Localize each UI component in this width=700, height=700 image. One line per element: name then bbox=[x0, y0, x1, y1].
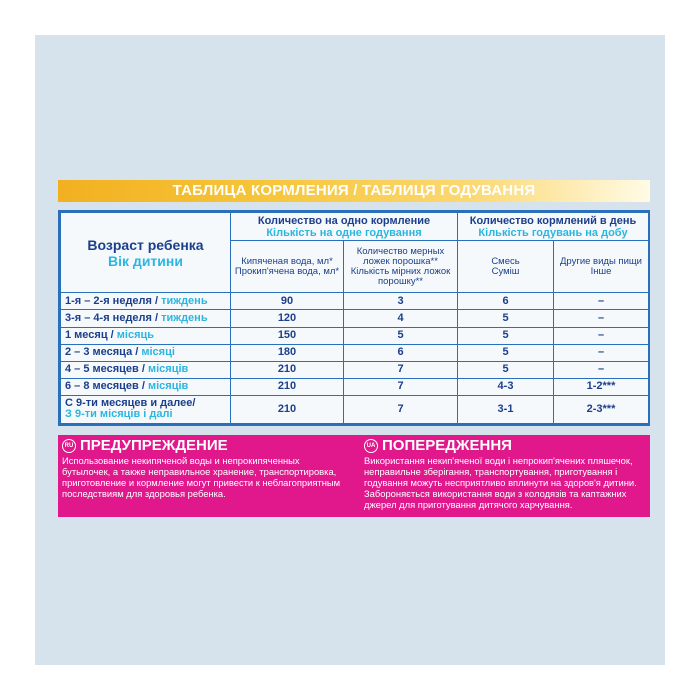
per-feed-header bbox=[231, 213, 458, 241]
other-cell: – bbox=[554, 310, 649, 327]
other-header bbox=[554, 241, 649, 293]
water-header bbox=[231, 241, 344, 293]
mix-cell: 4-3 bbox=[458, 378, 554, 395]
feeding-table bbox=[58, 210, 650, 426]
age-ua: місяців bbox=[147, 363, 189, 376]
warning-ru bbox=[62, 437, 344, 499]
age-ru: 1 месяц / bbox=[65, 329, 117, 342]
mix-cell: 5 bbox=[458, 310, 554, 327]
age-header bbox=[61, 213, 231, 293]
per-feed-header-ua: Кількість на одне годування bbox=[266, 226, 422, 239]
table-row bbox=[61, 344, 649, 361]
water-header-ua: Прокип'ячена вода, мл* bbox=[234, 265, 340, 277]
other-cell: – bbox=[554, 361, 649, 378]
table-row bbox=[61, 327, 649, 344]
ua-badge-icon: UA bbox=[364, 439, 378, 453]
table-row bbox=[61, 378, 649, 395]
table-body bbox=[61, 293, 649, 424]
warning-ua-heading bbox=[364, 437, 646, 455]
other-cell: 1-2*** bbox=[554, 378, 649, 395]
other-cell: – bbox=[554, 293, 649, 310]
warning-ua-text: Використання некип'яченої води і непрокип'ячених пляшечок, неправильне зберігання, транспортування, приготування і годування можуть несприятливо вплинути на здоров'я дитини. Забороняється використання води з колодязів та каптажних джерел для приготування дитячого харчування. bbox=[364, 455, 637, 510]
table-header-row bbox=[61, 213, 649, 241]
age-cell bbox=[61, 293, 231, 310]
age-ua: місяць bbox=[116, 329, 155, 342]
age-ru: 3-я – 4-я неделя / bbox=[65, 311, 162, 324]
table-row bbox=[61, 361, 649, 378]
age-header-ru: Возраст ребенка bbox=[87, 236, 204, 253]
spoons-cell: 4 bbox=[344, 310, 458, 327]
spoons-cell: 7 bbox=[344, 361, 458, 378]
warning-ua-title: ПОПЕРЕДЖЕННЯ bbox=[382, 437, 512, 454]
table-row bbox=[61, 293, 649, 310]
age-ru: С 9-ти месяцев и далее/ bbox=[65, 397, 196, 410]
water-cell: 150 bbox=[231, 327, 344, 344]
spoons-cell: 3 bbox=[344, 293, 458, 310]
mix-cell: 6 bbox=[458, 293, 554, 310]
other-header-ru: Другие виды пищи bbox=[560, 255, 642, 267]
mix-cell: 5 bbox=[458, 361, 554, 378]
age-cell bbox=[61, 361, 231, 378]
age-cell bbox=[61, 327, 231, 344]
age-ru: 2 – 3 месяца / bbox=[65, 346, 142, 359]
age-ua: З 9-ти місяців і далі bbox=[65, 408, 173, 421]
table-title: ТАБЛИЦА КОРМЛЕНИЯ / ТАБЛИЦЯ ГОДУВАННЯ bbox=[58, 180, 650, 202]
ru-badge-icon: RU bbox=[62, 439, 76, 453]
warning-ru-heading bbox=[62, 437, 344, 455]
age-ua: місяців bbox=[147, 380, 189, 393]
mix-header bbox=[458, 241, 554, 293]
water-cell: 120 bbox=[231, 310, 344, 327]
spoons-cell: 7 bbox=[344, 395, 458, 423]
age-header-ua: Вік дитини bbox=[108, 252, 183, 269]
age-ru: 6 – 8 месяцев / bbox=[65, 380, 148, 393]
mix-cell: 5 bbox=[458, 327, 554, 344]
water-cell: 90 bbox=[231, 293, 344, 310]
per-day-header-ru: Количество кормлений в день bbox=[469, 214, 637, 227]
water-cell: 210 bbox=[231, 395, 344, 423]
per-feed-header-ru: Количество на одно кормление bbox=[257, 214, 431, 227]
per-day-header bbox=[458, 213, 649, 241]
spoons-header-ru: Количество мерных ложек порошка** bbox=[356, 245, 445, 267]
spoons-cell: 6 bbox=[344, 344, 458, 361]
water-cell: 180 bbox=[231, 344, 344, 361]
water-cell: 210 bbox=[231, 361, 344, 378]
table-row bbox=[61, 395, 649, 423]
warning-ua bbox=[364, 437, 646, 510]
age-ru: 4 – 5 месяцев / bbox=[65, 363, 148, 376]
mix-header-ua: Суміш bbox=[491, 265, 520, 277]
age-cell bbox=[61, 378, 231, 395]
warning-ru-title: ПРЕДУПРЕЖДЕНИЕ bbox=[80, 437, 228, 454]
mix-header-ru: Смесь bbox=[491, 255, 520, 267]
spoons-header bbox=[344, 241, 458, 293]
mix-cell: 5 bbox=[458, 344, 554, 361]
age-ua: тиждень bbox=[161, 294, 208, 307]
spoons-cell: 7 bbox=[344, 378, 458, 395]
other-cell: – bbox=[554, 327, 649, 344]
water-header-ru: Кипяченая вода, мл* bbox=[241, 255, 333, 267]
table-row bbox=[61, 310, 649, 327]
age-ua: тиждень bbox=[161, 311, 208, 324]
spoons-header-ua: Кількість мірних ложок порошку** bbox=[350, 265, 451, 287]
other-header-ua: Інше bbox=[590, 265, 612, 277]
other-cell: – bbox=[554, 344, 649, 361]
warning-ru-text: Использование некипяченой воды и непрокипяченных бутылочек, а также неправильное хранение, транспортировка, приготовление и кормление могут привести к неблагоприятным последствиям для здоровья ребенка. bbox=[62, 455, 341, 499]
per-day-header-ua: Кількість годувань на добу bbox=[478, 226, 628, 239]
age-cell bbox=[61, 310, 231, 327]
age-ua: місяці bbox=[141, 346, 175, 359]
other-cell: 2-3*** bbox=[554, 395, 649, 423]
age-cell bbox=[61, 344, 231, 361]
spoons-cell: 5 bbox=[344, 327, 458, 344]
age-cell bbox=[61, 395, 231, 423]
age-ru: 1-я – 2-я неделя / bbox=[65, 294, 162, 307]
mix-cell: 3-1 bbox=[458, 395, 554, 423]
water-cell: 210 bbox=[231, 378, 344, 395]
warning-box bbox=[58, 435, 650, 517]
